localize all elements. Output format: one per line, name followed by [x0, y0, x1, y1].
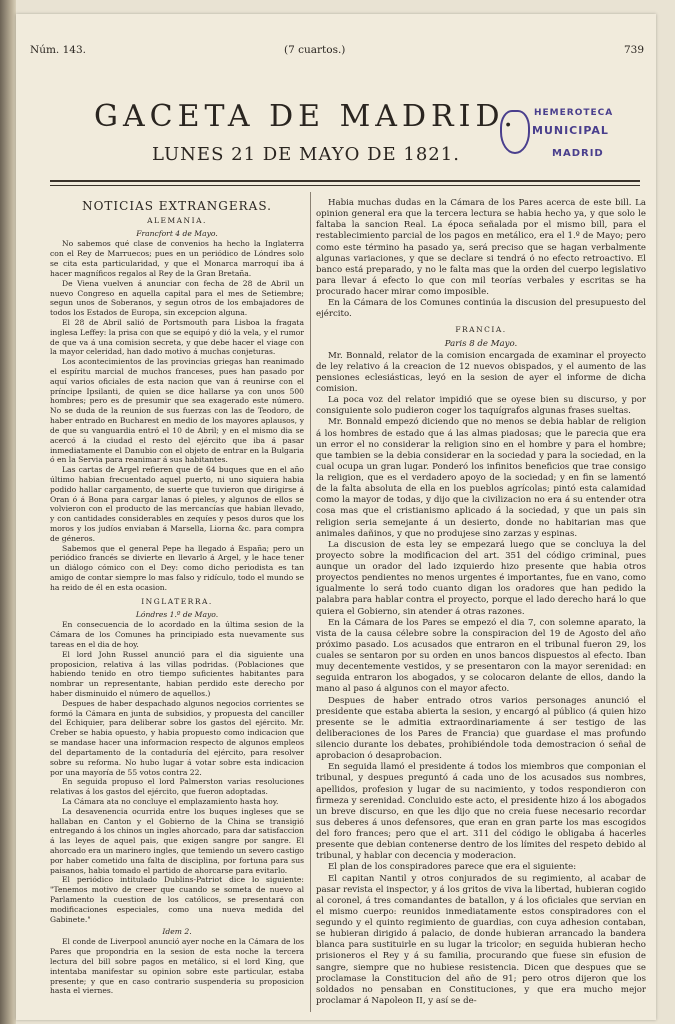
issue-number: Núm. 143. — [30, 44, 86, 56]
stamp-line-1: HEMEROTECA — [534, 108, 614, 118]
country-heading-francia: FRANCIA. — [455, 325, 507, 335]
country-heading-alemania: ALEMANIA. — [147, 215, 207, 225]
paragraph: Las cartas de Argel refieren que de 64 buques que en el año último habian frecuentado aquel puerto, ni uno siquiera habia podido hallar cargamento, de suerte que tuvieron que dirigirse á Oran ó á Bona para cargar lanas ó pieles, y algunos de ellos se volvieron con el producto de las mercancías que habian llevado, y con cantidades considerables en zequíes y pesos duros que los moros y los judíos enviaban á Marsella, Liorna &c. para compra de géneros. — [50, 465, 304, 543]
left-column — [50, 198, 304, 996]
dateline-paris: Paris 8 de Mayo. — [444, 338, 518, 349]
newspaper-page — [16, 14, 656, 1020]
paragraph: La poca voz del relator impidió que se oyese bien su discurso, y por consiguiente solo pudieron coger los taquígrafos algunas frases sueltas. — [316, 395, 646, 417]
header-rule-thin — [50, 185, 640, 186]
paragraph: El capitan Nantil y otros conjurados de su regimiento, al acabar de pasar revista el inspector, y á los gritos de viva la libertad, hubieran cogido al coronel, á tres comandantes de batallon, y á los oficiales que servian en el mismo cuerpo: reunidos inmediatamente estos conspiradores con el segundo y el quinto regimiento de guardias, con cuya adhesion contaban, se hubieran dirigido á palacio, de donde hubieran arrancado la bandera blanca para sustituirle en su lugar la tricolor; en seguida hubieran hecho prisioneros el Rey y á su familia, procurando que fuese sin efusion de sangre, siempre que no hubiese resistencia. Dicen que despues que se proclamase la Constitucion del año de 91; pero otros dijeron que los soldados no pensaban en Constituciones, y que era mucho mejor proclamar á Napoleon II, y así se de- — [316, 873, 646, 1006]
right-column — [316, 198, 646, 1007]
header-rule-thick — [50, 180, 640, 182]
column-divider — [310, 192, 311, 1012]
section-heading: NOTICIAS EXTRANGERAS. — [82, 199, 272, 213]
paragraph: Habia muchas dudas en la Cámara de los Pares acerca de este bill. La opinion general era que la tercera lectura se habia hecho ya, y que solo le faltaba la sancion Real. La época señalada por el mismo bill, para el restablecimiento parcial de los pagos en metálico, era el 1.º de Mayo; pero como este término ha pasado ya, será preciso que se hagan verbalmente algunas variaciones, y que se declare si tendrá ó no efecto retroactivo. El banco está preparado, y no le falta mas que la orden del cuerpo legislativo para llevar á efecto lo que con mil teorías verbales y escritas se ha procurado hacer mirar como imposible. — [316, 198, 646, 297]
dateline-idem-2: Idem 2. — [162, 926, 192, 936]
paragraph: Despues de haber despachado algunos negocios corrientes se formó la Cámara en junta de subsidios, y propuesta del canciller del Echiquier, para deliberar sobre los gastos del ejército. Mr. Creber se habia opuesto, y habia propuesto como indicacion que se mandase hacer una informacion respecto de algunos empleos del departamento de la contaduría del ejército, para resolver sobre su reforma. No hubo lugar á votar sobre esta indicacion por una mayoría de 55 votos contra 22. — [50, 698, 304, 777]
paragraph: La Cámara ata no concluye el emplazamiento hasta hoy. — [62, 796, 279, 806]
dateline-londres-1: Lóndres 1.º de Mayo. — [135, 609, 219, 619]
paragraph: En seguida llamó el presidente á todos los miembros que componian el tribunal, y despues preguntó á cada uno de los acusados sus nombres, apellidos, profesion y lugar de su nacimiento, y todos respondieron con firmeza y serenidad. Concluido este acto, el presidente hizo á los abogados un breve discurso, en que les dijo que no creia fuese necesario recordar sus deberes á unos defensores, que eran en gran parte los mas escogidos del foro frances; pero que el art. 311 del código le obligaba á hacerles presente que debian contenerse dentro de los límites del respeto debido al tribunal, y hablar con decencia y moderacion. — [316, 762, 646, 862]
paragraph: Sabemos que el general Pepe ha llegado á España; pero un periódico francés se divierte en llevarlo á Argel, y le hace tener un diálogo cómico con el Dey: como dicho periodista es tan amigo de contar siempre lo mas falso y ridículo, todo el mundo se ha reido de él en esta ocasion. — [50, 543, 304, 592]
dateline-francfort: Francfort 4 de Mayo. — [136, 228, 218, 238]
masthead-date: LUNES 21 DE MAYO DE 1821. — [152, 144, 460, 165]
paragraph: El periódico intitulado Dublins-Patriot dice lo siguiente: "Tenemos motivo de creer que cuando se someta de nuevo al Parlamento la cuestion de los católicos, se presentará con modificaciones especiales, como una nueva medida del Gabinete." — [50, 875, 304, 924]
paragraph: El 28 de Abril salió de Portsmouth para Lisboa la fragata inglesa Leffey: la prisa con que se equipó y dió la vela, y el rumor de que va á una comision secreta, y que debe hacer el viage con la mayor celeridad, han dado motivo á muchas conjeturas. — [50, 317, 304, 357]
paragraph: Los acontecimientos de las provincias griegas han reanimado el espíritu marcial de muchos franceses, pues han pasado por aquí varios oficiales de esta nacion que van á reunirse con el príncipe Ipsilanti, de quien se dice hallarse ya con unos 500 hombres; pero es de presumir que sea exagerado este número. No se duda de la reunion de sus fuerzas con las de Teodoro, de haber entrado en Bucharest en medio de los mayores aplausos, y de que su vanguardia entró el 10 de Abril; y en el mismo dia se acercó á la ciudad el resto del ejército que iba á pasar inmediatamente el Danubio con el objeto de entrar en la Bulgaria ó en la Servia para reanimar á sus habitantes. — [50, 357, 304, 465]
book-spine — [0, 0, 16, 1024]
stamp-line-2: MUNICIPAL — [532, 124, 609, 137]
paragraph: La discusion de esta ley se empezará luego que se concluya la del proyecto sobre la modificacion del art. 351 del código criminal, pues aunque un orador del lado izquierdo hizo presente que habia otros proyectos pendientes no menos urgentes é importantes, fue en vano, como igualmente lo será todo cuanto digan los oradores que han pedido la palabra para hablar contra el proyecto, porque el lado derecho hará lo que quiera el Gobierno, sin atender á otras razones. — [316, 539, 646, 617]
paragraph: En la Cámara de los Pares se empezó el dia 7, con solemne aparato, la vista de la causa célebre sobre la conspiracion del 19 de Agosto del año próximo pasado. Los acusados que entraron en el tribunal fueron 29, los cuales se sentaron por su orden en unos bancos dispuestos al efecto. Iban muy decentemente vestidos, y se presentaron con la mayor serenidad: en seguida entraron los abogados, y se colocaron delante de ellos, dando la mano al paso á algunos con el mayor afecto. — [316, 617, 646, 695]
country-heading-inglaterra: INGLATERRA. — [141, 596, 213, 606]
paragraph: Mr. Bonnald empezó diciendo que no menos se debia hablar de religion á los hombres de estado que á las almas piadosas; que le parecia que era un error el no considerar la religion sino en el hombre y para el hombre; que tambien se la debia considerar en la sociedad y para la sociedad, en la cual ocupa un gran lugar. Ponderó los infinitos beneficios que trae consigo la religion, que es el verdadero apoyo de la sociedad; y en fin se lamentó de la falta absoluta de ella en los pueblos agrícolas; pintó esta calamidad como la mayor de todas, y dijo que la civilizacion no era á su entender otra cosa mas que el cristianismo aplicado á la sociedad, y que un pais sin religion seria semejante á un desierto, donde no habitarian mas que animales dañinos, y que no produjese sino zarzas y espinas. — [316, 417, 646, 539]
paragraph: De Viena vuelven á anunciar con fecha de 28 de Abril un nuevo Congreso en aquella capital para el mes de Setiembre; segun unos de Soberanos, y segun otros de los embajadores de todos los Estados de Europa, sin excepcion alguna. — [50, 278, 304, 318]
masthead-title: GACETA DE MADRID. — [94, 99, 518, 134]
library-stamp — [494, 106, 654, 170]
crest-icon — [500, 110, 530, 154]
paragraph: El lord John Russel anunció para el dia siguiente una proposicion, relativa á las villas podridas. (Poblaciones que habiendo tenido en otro tiempo suficientes habitantes para nombrar un representante, habian perdido este derecho por haber disminuido el número de aquellos.) — [50, 649, 304, 698]
paragraph: Mr. Bonnald, relator de la comision encargada de examinar el proyecto de ley relativo á la creacion de 12 nuevos obispados, y el aumento de las pensiones eclesiásticas, leyó en la sesion de ayer el informe de dicha comision. — [316, 350, 646, 394]
paragraph: El conde de Liverpool anunció ayer noche en la Cámara de los Pares que propondria en la sesion de esta noche la tercera lectura del bill sobre pagos en metálico, si el lord King, que intentaba manifestar su opinion sobre este particular, estaba presente; y que en caso contrario suspenderia su proposicion hasta el viernes. — [50, 937, 304, 996]
paragraph: La desavenencia ocurrida entre los buques ingleses que se hallaban en Canton y el Gobierno de la China se transigió entregando á los chinos un ingles ahorcado, para dar satisfaccion á las leyes de aquel pais, que exigen sangre por sangre. El ahorcado era un marinero ingles, que temiendo un severo castigo por haber cometido una falta de disciplina, por fortuna para sus paisanos, habia tomado el partido de ahorcarse para evitarlo. — [50, 806, 304, 875]
paragraph: No sabemos qué clase de convenios ha hecho la Inglaterra con el Rey de Marruecos; pues en un periódico de Lóndres solo se cita esta particularidad, y que el Monarca marroquí iba á hacer magníficos regalos al Rey de la Gran Bretaña. — [50, 239, 304, 278]
issue-price: (7 cuartos.) — [284, 44, 346, 56]
paragraph: En consecuencia de lo acordado en la última sesion de la Cámara de los Comunes ha principiado esta nuevamente sus tareas en el dia de hoy. — [50, 620, 304, 649]
stamp-line-3: MADRID — [552, 148, 604, 159]
paragraph: El plan de los conspiradores parece que era el siguiente: — [328, 862, 577, 873]
paragraph: Despues de haber entrado otros varios personages anunció el presidente que estaba abierta la sesion, y encargó al público (á quien hizo presente se le admitia extraordinariamente á ser testigo de las deliberaciones de los Pares de Francia) que guardase el mas profundo silencio durante los debates, prohibiéndole toda demostracion ó señal de aprobacion ó desaprobacion. — [316, 695, 646, 762]
paragraph: En la Cámara de los Comunes continúa la discusion del presupuesto del ejército. — [316, 298, 646, 320]
paragraph: En seguida propuso el lord Palmerston varias resoluciones relativas á los gastos del ejército, que fueron adoptadas. — [50, 777, 304, 797]
page-number: 739 — [623, 44, 644, 56]
